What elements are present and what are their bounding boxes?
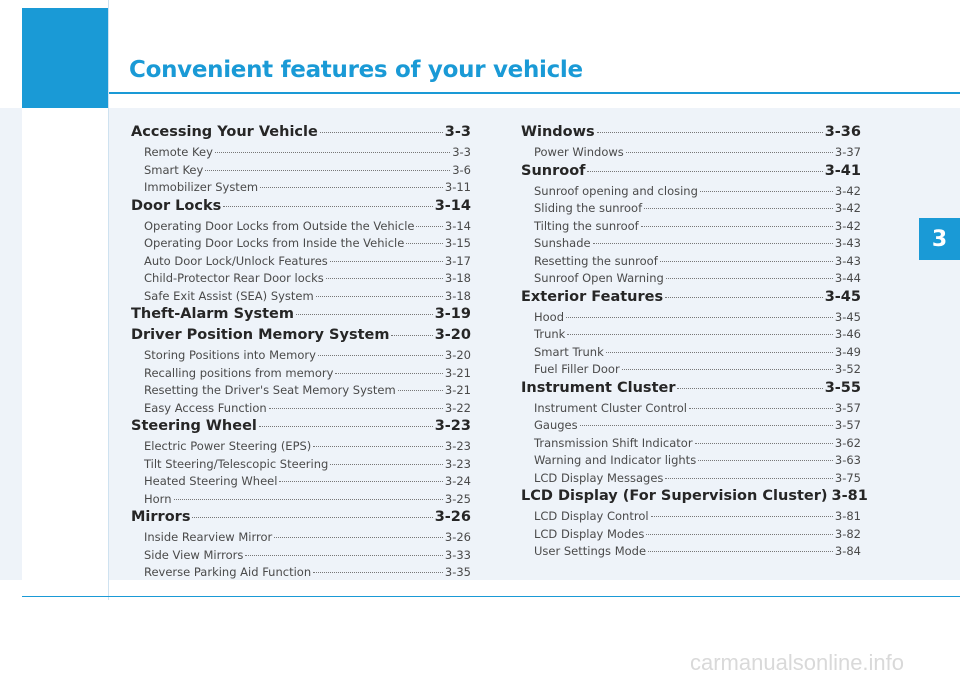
toc-leader-dots	[326, 278, 443, 279]
toc-leader-dots	[651, 516, 833, 517]
toc-entry[interactable]	[131, 180, 471, 198]
toc-leader-dots	[313, 446, 443, 447]
toc-entry[interactable]	[521, 436, 861, 454]
toc-leader-dots	[698, 460, 833, 461]
toc-leader-dots	[689, 408, 833, 409]
toc-label: Immobilizer System	[144, 180, 259, 194]
toc-leader-dots	[597, 132, 823, 133]
toc-page-number: 3-14	[434, 197, 471, 214]
toc-leader-dots	[644, 208, 833, 209]
toc-label: Power Windows	[534, 145, 624, 159]
toc-section[interactable]	[131, 327, 471, 348]
toc-section[interactable]	[131, 198, 471, 219]
toc-section[interactable]	[521, 289, 861, 310]
toc-section[interactable]	[521, 380, 861, 401]
toc-entry[interactable]	[131, 254, 471, 272]
toc-entry[interactable]	[521, 453, 861, 471]
header-blue-block	[22, 8, 109, 108]
toc-entry[interactable]	[521, 254, 861, 272]
toc-label: Accessing Your Vehicle	[131, 124, 318, 140]
toc-label: Warning and Indicator lights	[534, 453, 697, 467]
toc-page-number: 3-52	[834, 362, 861, 376]
toc-leader-dots	[259, 426, 433, 427]
toc-leader-dots	[646, 534, 833, 535]
toc-label: Safe Exit Assist (SEA) System	[144, 288, 314, 303]
toc-leader-dots	[622, 369, 833, 370]
toc-page-number: 3-33	[444, 547, 471, 562]
chapter-tab[interactable]: 3	[919, 218, 960, 260]
toc-page-number: 3-3	[452, 145, 471, 159]
toc-label: Sunroof	[521, 162, 586, 179]
toc-label: Easy Access Function	[144, 400, 267, 415]
toc-leader-dots	[313, 572, 443, 573]
toc-page-number: 3-3	[444, 124, 471, 140]
toc-entry[interactable]	[131, 236, 471, 254]
toc-entry[interactable]	[521, 201, 861, 219]
toc-leader-dots	[606, 352, 833, 353]
toc-page-number: 3-63	[834, 453, 861, 467]
watermark: carmanualsonline.info	[690, 650, 905, 675]
toc-page-number: 3-26	[444, 530, 471, 544]
toc-section[interactable]	[131, 124, 471, 145]
toc-label: Exterior Features	[521, 288, 664, 305]
toc-leader-dots	[215, 152, 450, 153]
toc-leader-dots	[205, 170, 450, 171]
toc-leader-dots	[330, 261, 443, 262]
toc-page-number: 3-55	[824, 379, 861, 396]
toc-entry[interactable]	[131, 348, 471, 366]
toc-entry[interactable]	[521, 527, 861, 545]
toc-page-number: 3-24	[444, 474, 471, 488]
toc-label: Side View Mirrors	[144, 547, 244, 562]
toc-leader-dots	[566, 317, 833, 318]
toc-entry[interactable]	[131, 271, 471, 289]
toc-leader-dots	[335, 373, 442, 374]
toc-entry[interactable]	[131, 530, 471, 548]
toc-page-number: 3-35	[444, 565, 471, 579]
toc-page-number: 3-75	[834, 470, 861, 485]
toc-page-number: 3-11	[444, 180, 471, 194]
toc-label: Transmission Shift Indicator	[534, 435, 693, 450]
toc-entry[interactable]	[521, 471, 861, 489]
toc-section[interactable]	[131, 509, 471, 530]
toc-entry[interactable]	[131, 492, 471, 510]
toc-page-number: 3-45	[834, 309, 861, 324]
toc-label: Sliding the sunroof	[534, 201, 643, 215]
toc-page-number: 3-57	[834, 418, 861, 432]
toc-label: Smart Key	[144, 162, 204, 177]
toc-label: Fuel Filler Door	[534, 362, 620, 376]
toc-label: LCD Display Messages	[534, 470, 664, 485]
toc-entry[interactable]	[521, 184, 861, 202]
toc-page-number: 3-26	[434, 509, 471, 525]
toc-entry[interactable]	[521, 345, 861, 363]
toc-label: Instrument Cluster	[521, 379, 676, 396]
toc-section[interactable]	[131, 418, 471, 439]
toc-label: Auto Door Lock/Unlock Features	[144, 253, 328, 268]
toc-right-column	[521, 124, 868, 562]
toc-label: Horn	[144, 491, 172, 506]
toc-leader-dots	[587, 171, 822, 172]
toc-leader-dots	[274, 537, 443, 538]
toc-label: Instrument Cluster Control	[534, 400, 687, 415]
toc-page-number: 3-23	[434, 418, 471, 434]
toc-label: LCD Display Control	[534, 509, 649, 523]
toc-leader-dots	[406, 243, 443, 244]
toc-page-number: 3-14	[444, 218, 471, 233]
toc-entry[interactable]	[131, 383, 471, 401]
toc-entry[interactable]	[521, 310, 861, 328]
title-rule	[109, 92, 960, 94]
toc-leader-dots	[641, 226, 833, 227]
toc-label: LCD Display Modes	[534, 526, 645, 541]
toc-page-number: 3-49	[834, 344, 861, 359]
toc-label: Operating Door Locks from Inside the Vehicle	[144, 236, 405, 250]
toc-label: Gauges	[534, 418, 578, 432]
toc-leader-dots	[626, 152, 833, 153]
toc-label: Storing Positions into Memory	[144, 348, 316, 362]
toc-leader-dots	[666, 278, 833, 279]
toc-page-number: 3-20	[444, 348, 471, 362]
toc-page-number: 3-41	[824, 162, 861, 179]
toc-label: Resetting the sunroof	[534, 253, 658, 268]
toc-label: User Settings Mode	[534, 544, 647, 558]
toc-leader-dots	[567, 334, 833, 335]
toc-page-number: 3-36	[824, 124, 861, 140]
toc-leader-dots	[174, 499, 443, 500]
toc-page-number: 3-46	[834, 327, 861, 341]
toc-label: Hood	[534, 309, 565, 324]
toc-label: Windows	[521, 124, 595, 140]
page-title: Convenient features of your vehicle	[129, 57, 583, 83]
toc-label: Driver Position Memory System	[131, 327, 390, 343]
toc-page-number: 3-23	[444, 456, 471, 471]
toc-page-number: 3-20	[434, 327, 471, 343]
toc-label: Heated Steering Wheel	[144, 474, 278, 488]
toc-leader-dots	[593, 243, 833, 244]
toc-label: Tilt Steering/Telescopic Steering	[144, 456, 329, 471]
toc-page-number: 3-43	[834, 253, 861, 268]
toc-leader-dots	[700, 191, 833, 192]
toc-label: Operating Door Locks from Outside the Vehicle	[144, 218, 415, 233]
toc-entry[interactable]	[521, 418, 861, 436]
toc-page-number: 3-18	[444, 288, 471, 303]
toc-entry[interactable]	[521, 362, 861, 380]
toc-leader-dots	[416, 226, 442, 227]
bottom-rule	[22, 596, 960, 597]
toc-entry[interactable]	[131, 565, 471, 583]
toc-leader-dots	[398, 390, 443, 391]
toc-label: Child-Protector Rear Door locks	[144, 271, 324, 285]
toc-label: Mirrors	[131, 509, 191, 525]
toc-entry[interactable]	[521, 544, 861, 562]
toc-entry[interactable]	[131, 548, 471, 566]
toc-entry[interactable]	[521, 327, 861, 345]
toc-page-number: 3-17	[444, 253, 471, 268]
toc-leader-dots	[695, 443, 833, 444]
toc-section[interactable]	[521, 488, 868, 509]
toc-page-number: 3-81	[834, 509, 861, 523]
toc-page-number: 3-19	[434, 306, 471, 322]
toc-leader-dots	[320, 132, 443, 133]
toc-label: Inside Rearview Mirror	[144, 530, 273, 544]
toc-entry[interactable]	[131, 219, 471, 237]
toc-page-number: 3-42	[834, 218, 861, 233]
toc-leader-dots	[269, 408, 443, 409]
toc-leader-dots	[580, 425, 833, 426]
toc-entry[interactable]	[131, 366, 471, 384]
toc-page-number: 3-57	[834, 400, 861, 415]
toc-leader-dots	[192, 517, 432, 518]
toc-label: Sunroof opening and closing	[534, 183, 698, 198]
toc-page-number: 3-44	[834, 271, 861, 285]
toc-entry[interactable]	[131, 457, 471, 475]
toc-label: Trunk	[534, 327, 566, 341]
toc-leader-dots	[279, 481, 442, 482]
toc-entry[interactable]	[131, 474, 471, 492]
toc-leader-dots	[260, 187, 443, 188]
toc-label: LCD Display (For Supervision Cluster)	[521, 488, 828, 504]
toc-leader-dots	[296, 314, 433, 315]
toc-label: Smart Trunk	[534, 344, 604, 359]
toc-label: Sunshade	[534, 236, 591, 250]
toc-leader-dots	[316, 296, 443, 297]
toc-leader-dots	[677, 388, 822, 389]
toc-section[interactable]	[131, 306, 471, 327]
toc-label: Resetting the Driver's Seat Memory System	[144, 383, 396, 397]
toc-label: Electric Power Steering (EPS)	[144, 439, 312, 453]
toc-page-number: 3-84	[834, 544, 861, 558]
toc-label: Remote Key	[144, 145, 213, 159]
toc-leader-dots	[223, 206, 432, 207]
toc-page-number: 3-21	[444, 383, 471, 397]
toc-label: Recalling positions from memory	[144, 365, 334, 380]
toc-page-number: 3-43	[834, 236, 861, 250]
toc-page-number: 3-22	[444, 400, 471, 415]
toc-entry[interactable]	[131, 145, 471, 163]
toc-leader-dots	[318, 355, 443, 356]
toc-leader-dots	[648, 551, 833, 552]
toc-page-number: 3-82	[834, 526, 861, 541]
toc-leader-dots	[665, 478, 833, 479]
toc-leader-dots	[330, 464, 443, 465]
toc-page-number: 3-25	[444, 491, 471, 506]
toc-leader-dots	[660, 261, 833, 262]
toc-page-number: 3-18	[444, 271, 471, 285]
toc-page-number: 3-42	[834, 183, 861, 198]
toc-page-number: 3-23	[444, 439, 471, 453]
toc-page-number: 3-6	[452, 162, 471, 177]
toc-entry[interactable]	[521, 219, 861, 237]
toc-entry[interactable]	[521, 236, 861, 254]
toc-page-number: 3-81	[831, 488, 868, 504]
toc-entry[interactable]	[521, 401, 861, 419]
toc-page-number: 3-45	[824, 288, 861, 305]
toc-page-number: 3-62	[834, 435, 861, 450]
toc-label: Sunroof Open Warning	[534, 271, 664, 285]
left-stripe	[0, 108, 22, 580]
toc-page-number: 3-15	[444, 236, 471, 250]
toc-page-number: 3-42	[834, 201, 861, 215]
toc-leader-dots	[245, 555, 443, 556]
toc-page-number: 3-37	[834, 145, 861, 159]
toc-entry[interactable]	[131, 401, 471, 419]
toc-entry[interactable]	[131, 163, 471, 181]
toc-label: Theft-Alarm System	[131, 306, 294, 322]
toc-left-column	[131, 124, 471, 583]
toc-leader-dots	[391, 335, 432, 336]
toc-entry[interactable]	[131, 439, 471, 457]
toc-entry[interactable]	[131, 289, 471, 307]
toc-label: Reverse Parking Aid Function	[144, 565, 312, 579]
toc-section[interactable]	[521, 163, 861, 184]
toc-label: Tilting the sunroof	[534, 218, 639, 233]
toc-label: Steering Wheel	[131, 418, 257, 434]
toc-entry[interactable]	[521, 145, 861, 163]
toc-leader-dots	[665, 297, 823, 298]
toc-entry[interactable]	[521, 271, 861, 289]
toc-page-number: 3-21	[444, 365, 471, 380]
toc-entry[interactable]	[521, 509, 861, 527]
toc-label: Door Locks	[131, 197, 222, 214]
toc-section[interactable]	[521, 124, 861, 145]
